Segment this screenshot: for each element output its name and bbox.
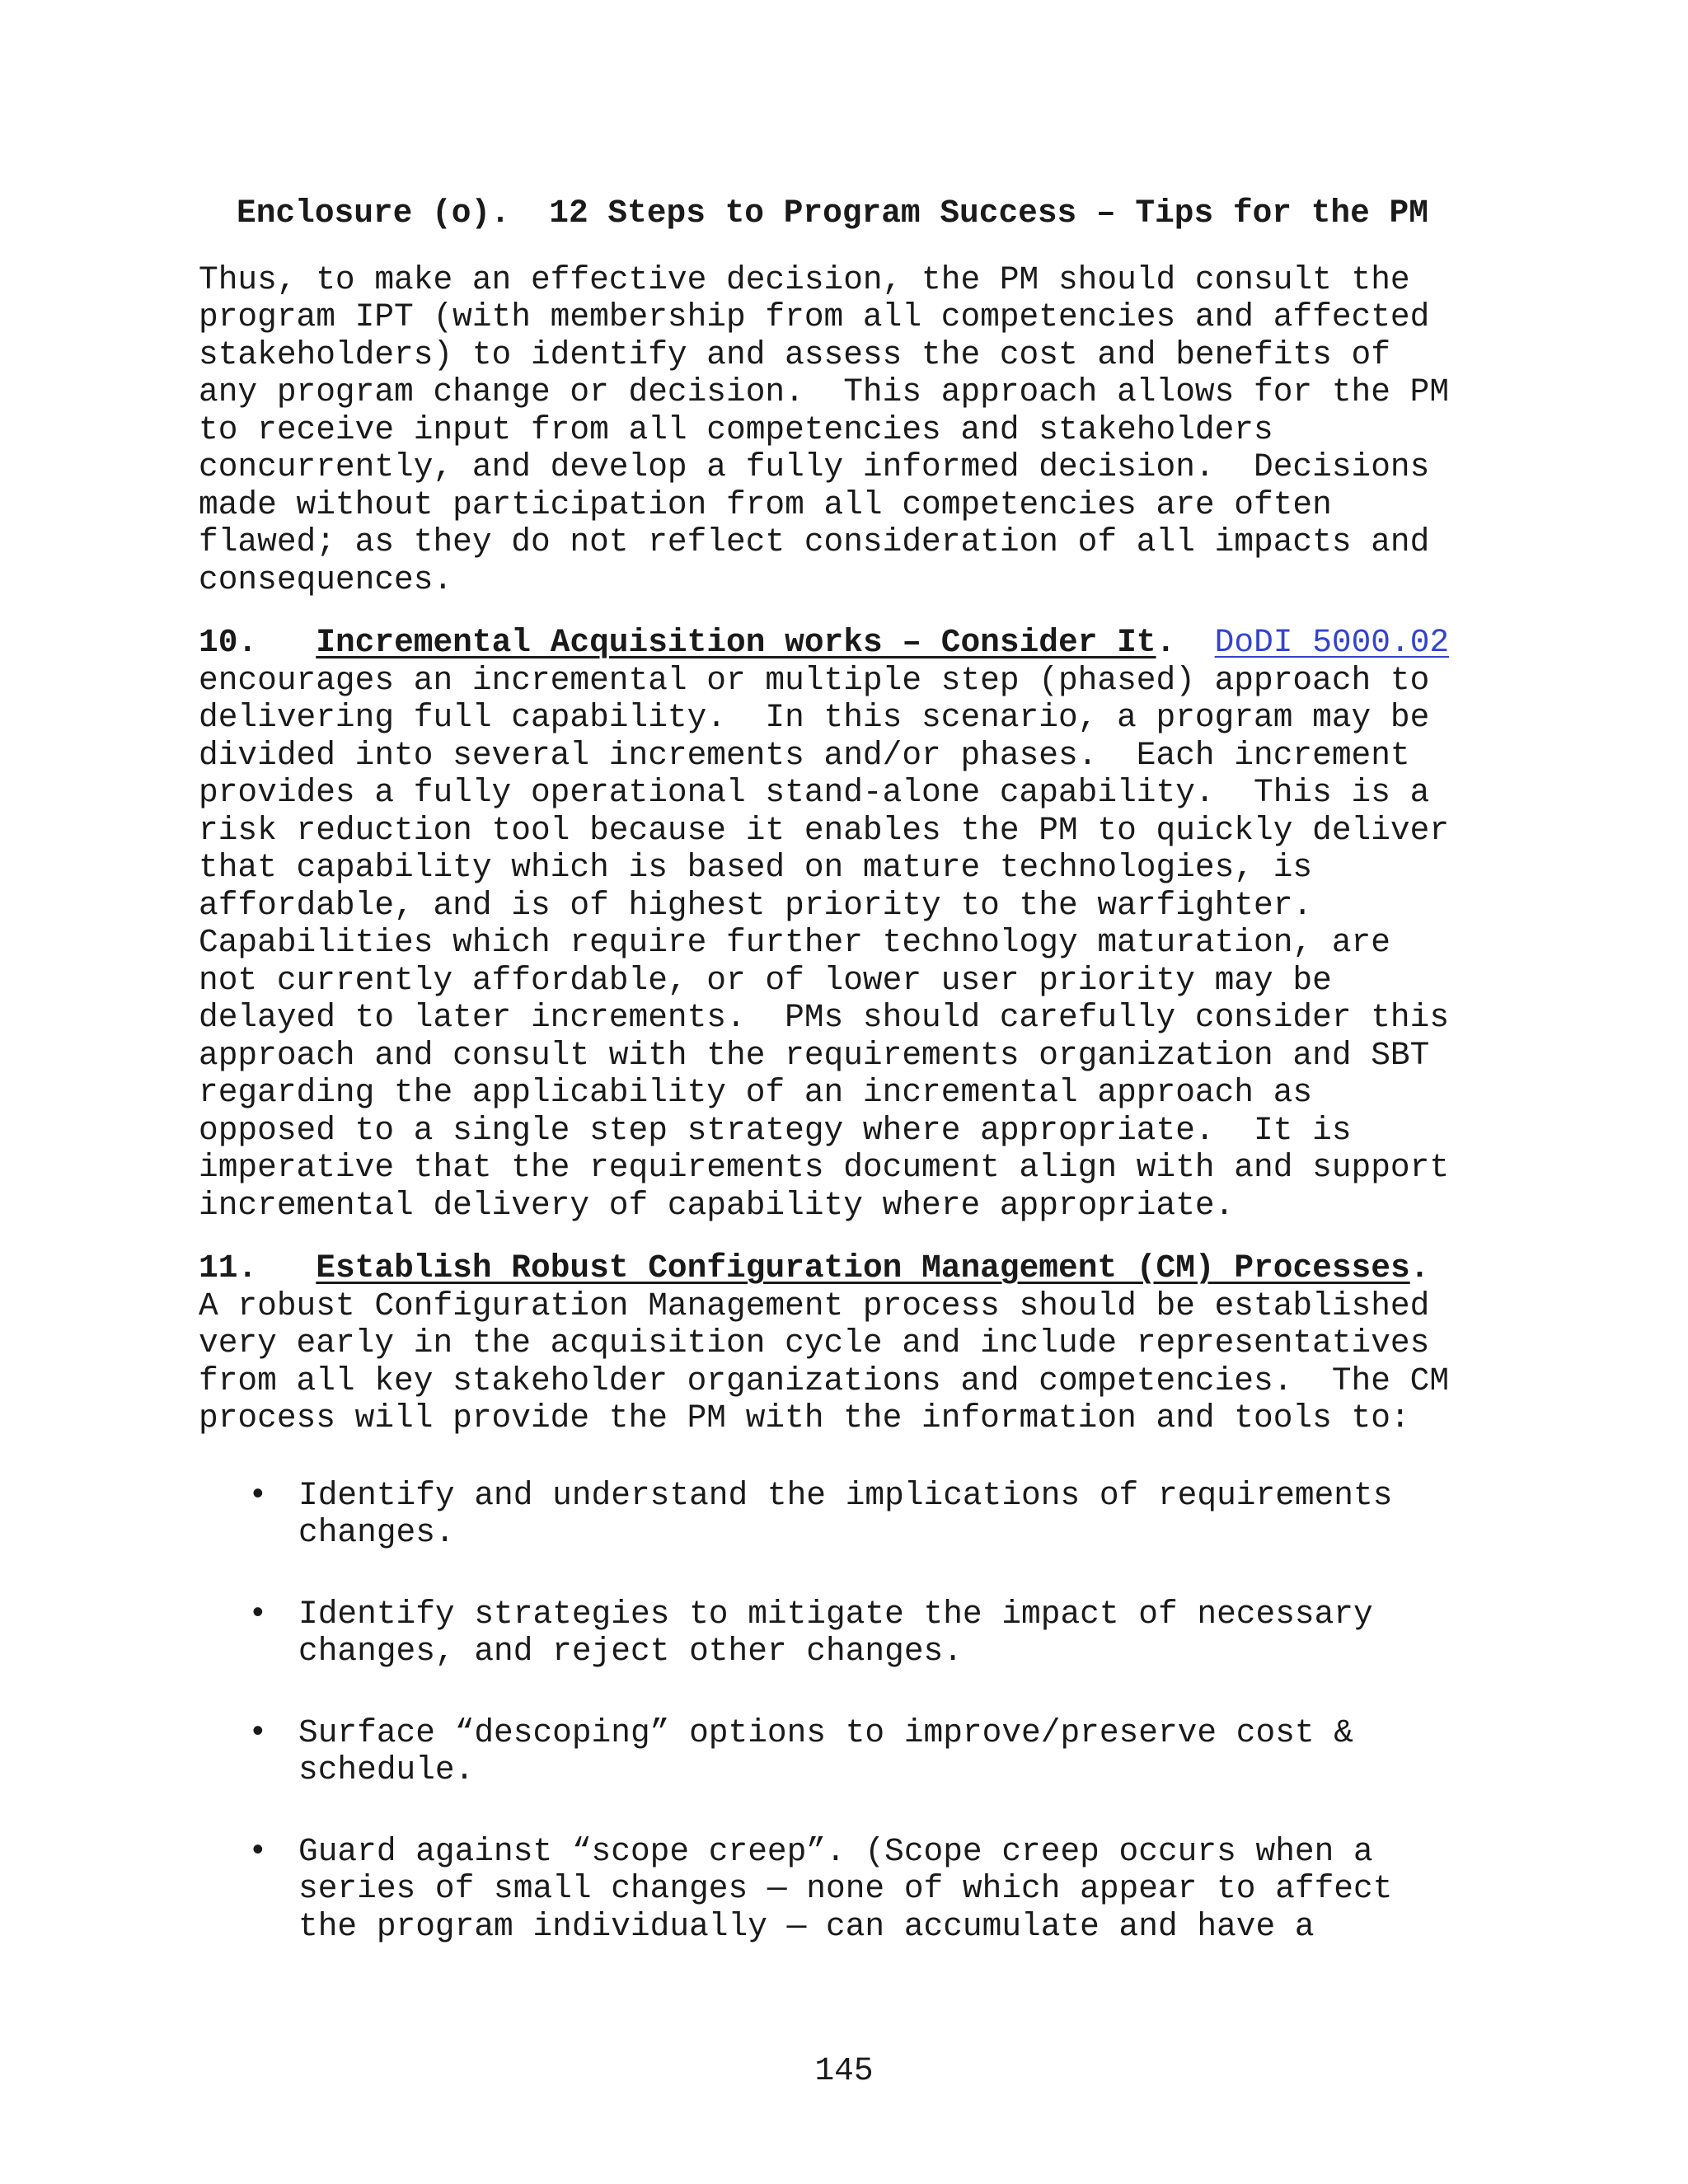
list-item bbox=[199, 1833, 1484, 1946]
bullet-icon: • bbox=[248, 1476, 268, 1514]
text-line: any program change or decision. This approach allows for the PM bbox=[199, 373, 1450, 410]
text-line: Identify and understand the implications of requirements bbox=[298, 1476, 1393, 1514]
bullet-icon: • bbox=[248, 1832, 268, 1870]
text-line: stakeholders) to identify and assess the cost and benefits of bbox=[199, 335, 1390, 373]
text-line: changes. bbox=[298, 1514, 455, 1551]
text-line: from all key stakeholder organizations and competencies. The CM bbox=[199, 1361, 1450, 1399]
section-10 bbox=[199, 624, 1484, 1224]
text-line: process will provide the PM with the information and tools to: bbox=[199, 1399, 1410, 1436]
text-line: schedule. bbox=[298, 1751, 475, 1788]
section-10-heading-line bbox=[199, 624, 1484, 662]
intro-paragraph bbox=[199, 261, 1484, 599]
list-item bbox=[199, 1714, 1484, 1789]
text-line: Capabilities which require further technology maturation, are bbox=[199, 924, 1390, 961]
section-10-heading: Incremental Acquisition works – Consider It bbox=[316, 624, 1156, 661]
text-line: delivering full capability. In this scenario, a program may be bbox=[199, 699, 1430, 736]
text-line: made without participation from all competencies are often bbox=[199, 485, 1332, 523]
bullet-icon: • bbox=[248, 1713, 268, 1751]
section-10-heading-period: . bbox=[1156, 624, 1176, 661]
text-line: program IPT (with membership from all competencies and affected bbox=[199, 298, 1430, 335]
text-line: risk reduction tool because it enables the PM to quickly deliver bbox=[199, 811, 1450, 849]
section-11-heading-period: . bbox=[1409, 1249, 1430, 1286]
bullet-icon: • bbox=[248, 1595, 268, 1633]
text-line: changes, and reject other changes. bbox=[298, 1633, 963, 1670]
text-line: concurrently, and develop a fully informed decision. Decisions bbox=[199, 448, 1430, 485]
text-line: consequences. bbox=[199, 560, 453, 598]
text-line: not currently affordable, or of lower user priority may be bbox=[199, 961, 1332, 999]
text-line: that capability which is based on mature technologies, is bbox=[199, 849, 1313, 886]
section-11-heading: Establish Robust Configuration Management (CM) Processes bbox=[316, 1249, 1410, 1286]
list-item bbox=[199, 1477, 1484, 1552]
text-line: Surface “descoping” options to improve/preserve cost & bbox=[298, 1713, 1354, 1751]
text-line: series of small changes — none of which appear to affect bbox=[298, 1870, 1393, 1907]
page-number: 145 bbox=[814, 2052, 874, 2089]
text-line: provides a fully operational stand-alone capability. This is a bbox=[199, 774, 1430, 811]
text-line: affordable, and is of highest priority to the warfighter. bbox=[199, 886, 1313, 924]
text-line: delayed to later increments. PMs should carefully consider this bbox=[199, 999, 1450, 1036]
text-line: to receive input from all competencies and stakeholders bbox=[199, 410, 1273, 448]
text-line: regarding the applicability of an incremental approach as bbox=[199, 1074, 1313, 1111]
page-title: Enclosure (o). 12 Steps to Program Success – Tips for the PM bbox=[237, 194, 1428, 232]
text-line: opposed to a single step strategy where appropriate. It is bbox=[199, 1111, 1352, 1149]
text-line: flawed; as they do not reflect consideration of all impacts and bbox=[199, 523, 1430, 560]
section-11-number: 11. bbox=[199, 1249, 258, 1286]
document-page bbox=[199, 194, 1484, 1989]
text-line: incremental delivery of capability where appropriate. bbox=[199, 1186, 1235, 1224]
text-line: imperative that the requirements document align with and support bbox=[199, 1149, 1450, 1186]
text-line: divided into several increments and/or phases. Each increment bbox=[199, 736, 1410, 774]
text-line: Thus, to make an effective decision, the PM should consult the bbox=[199, 260, 1410, 298]
text-line: Identify strategies to mitigate the impact of necessary bbox=[298, 1595, 1373, 1633]
dodi-5000-02-link[interactable]: DoDI 5000.02 bbox=[1214, 624, 1450, 661]
text-line: Guard against “scope creep”. (Scope creep occurs when a bbox=[298, 1832, 1373, 1870]
text-line: A robust Configuration Management process should be established bbox=[199, 1286, 1430, 1324]
section-11-heading-line bbox=[199, 1249, 1484, 1287]
section-11 bbox=[199, 1249, 1484, 1945]
cm-bullet-list bbox=[199, 1477, 1484, 1946]
text-line: approach and consult with the requirements organization and SBT bbox=[199, 1036, 1430, 1074]
section-10-number: 10. bbox=[199, 624, 258, 661]
text-line: the program individually — can accumulate and have a bbox=[298, 1907, 1315, 1945]
list-item bbox=[199, 1596, 1484, 1671]
text-line: very early in the acquisition cycle and include representatives bbox=[199, 1324, 1430, 1361]
text-line: encourages an incremental or multiple step (phased) approach to bbox=[199, 661, 1430, 699]
